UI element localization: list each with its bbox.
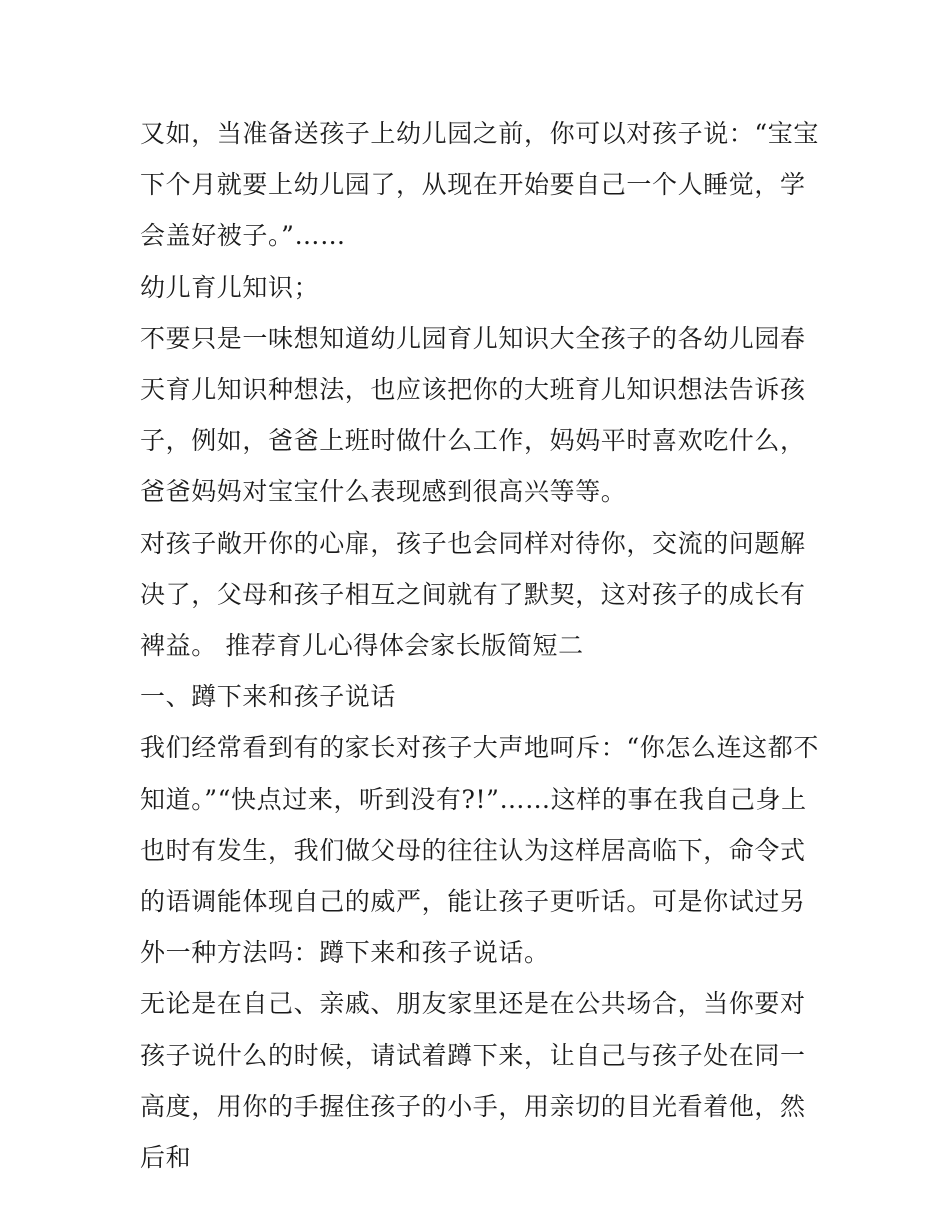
paragraph-share-thoughts: 不要只是一味想知道幼儿园育儿知识大全孩子的各幼儿园春天育儿知识种想法，也应该把你的大班育儿知识想法告诉孩子，例如，爸爸上班时做什么工作，妈妈平时喜欢吃什么，爸爸妈妈对宝宝什么表现感到很高兴等等。 <box>140 323 806 507</box>
paragraph-open-heart: 对孩子敞开你的心扉，孩子也会同样对待你，交流的问题解决了，父母和孩子相互之间就有了默契，这对孩子的成长有裨益。 推荐育儿心得体会家长版简短二 <box>140 528 806 661</box>
paragraph-same-height: 无论是在自己、亲戚、朋友家里还是在公共场合，当你要对孩子说什么的时候，请试着蹲下来，让自己与孩子处在同一高度，用你的手握住孩子的小手，用亲切的目光看着他，然后和 <box>140 989 806 1173</box>
paragraph-kindergarten-example: 又如，当准备送孩子上幼儿园之前，你可以对孩子说：“宝宝下个月就要上幼儿园了，从现在开始要自己一个人睡觉，学会盖好被子。”…… <box>140 119 819 251</box>
paragraph-heading-parenting-knowledge: 幼儿育儿知识； <box>140 272 320 302</box>
paragraph-scolding-example: 我们经常看到有的家长对孩子大声地呵斥：“你怎么连这都不知道。”“快点过来，听到没有?!”……这样的事在我自己身上也时有发生，我们做父母的往往认为这样居高临下，命令式的语调能体现自己的威严，能让孩子更听话。可是你试过另外一种方法吗：蹲下来和孩子说话。 <box>140 733 819 968</box>
document-body <box>140 108 820 1183</box>
section-heading-squat-down: 一、蹲下来和孩子说话 <box>140 682 397 712</box>
